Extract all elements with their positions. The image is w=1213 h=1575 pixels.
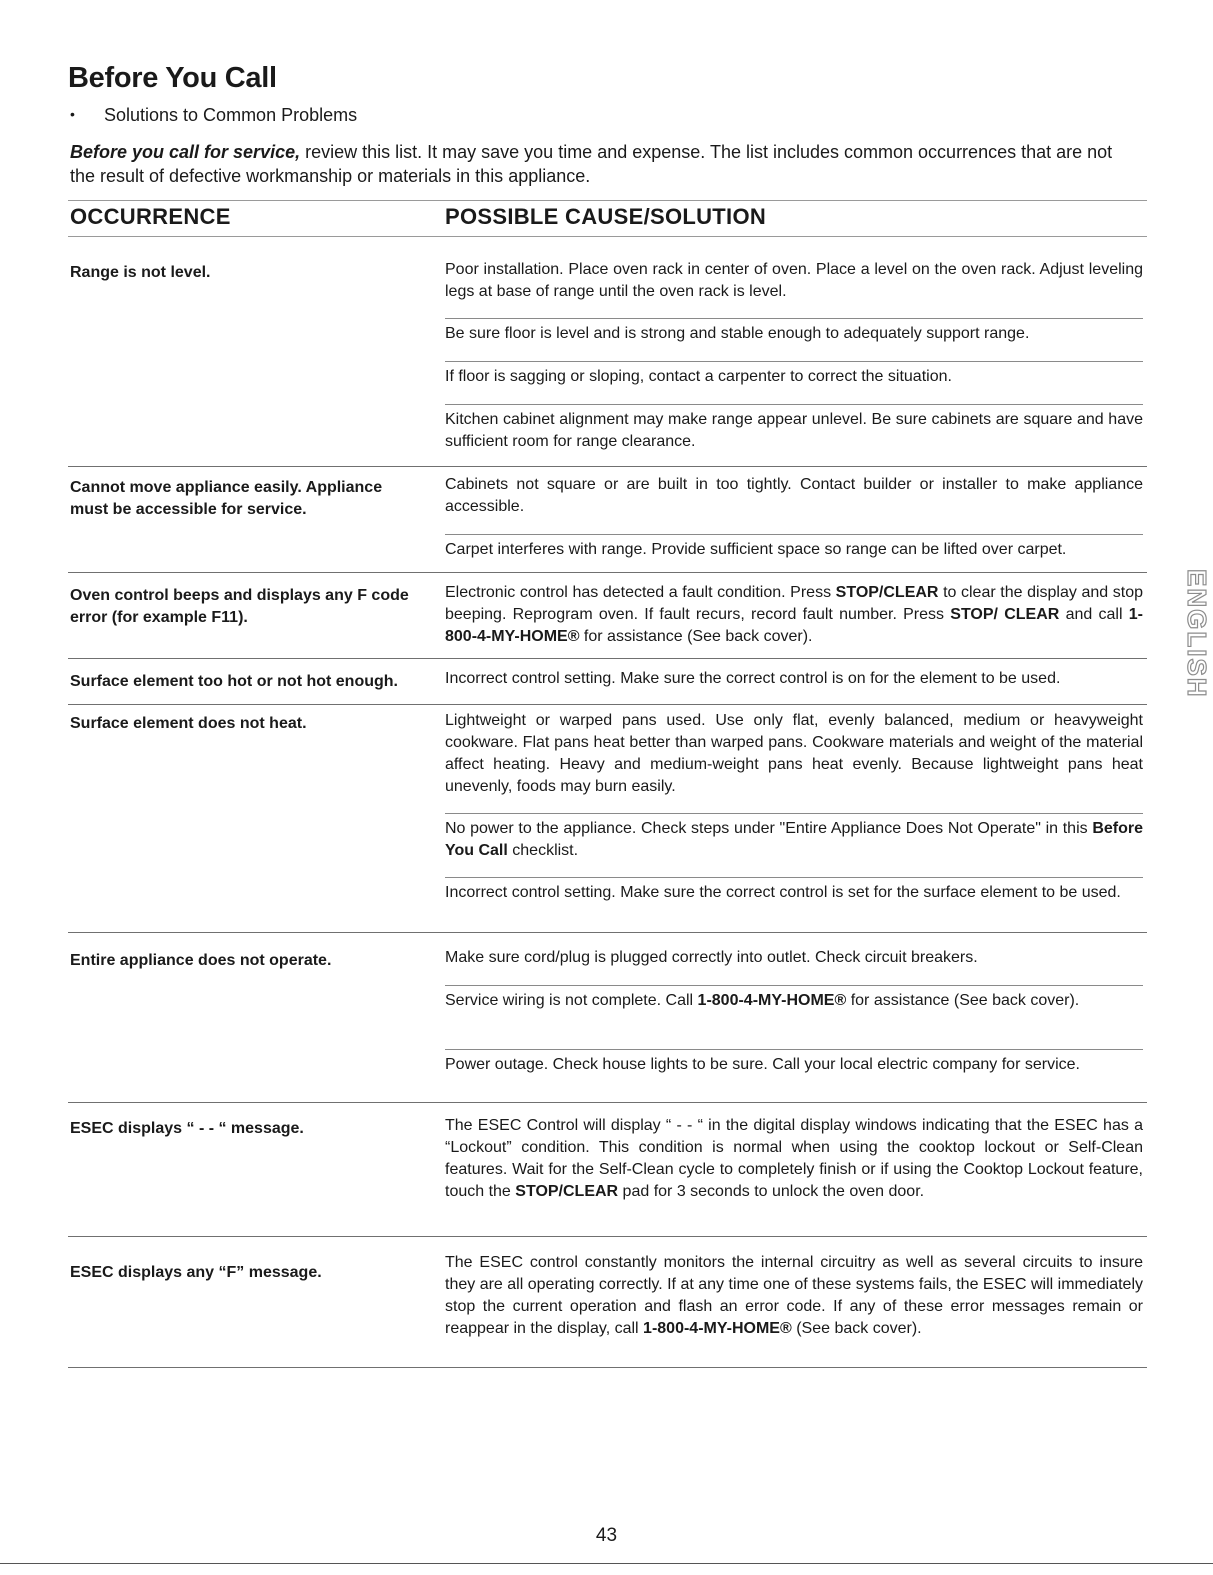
solution-segment: (See back cover). — [791, 1320, 922, 1337]
subtitle-text: Solutions to Common Problems — [104, 105, 358, 125]
solution-divider — [445, 877, 1143, 878]
page-title: Before You Call — [68, 62, 277, 94]
solution-text: Make sure cord/plug is plugged correctly into outlet. Check circuit breakers. — [445, 949, 978, 966]
stop-clear-key: STOP/ CLEAR — [950, 606, 1060, 623]
solution-segment: for assistance (See back cover). — [846, 992, 1080, 1009]
solution-divider — [445, 318, 1143, 319]
solution-text: Power outage. Check house lights to be sure. Call your local electric company for service. — [445, 1056, 1080, 1073]
column-header-solution: POSSIBLE CAUSE/SOLUTION — [445, 204, 767, 229]
solution-segment: pad for 3 seconds to unlock the oven door. — [618, 1183, 925, 1200]
solution-divider — [445, 1049, 1143, 1050]
solution-text: Cabinets not square or are built in too tightly. Contact builder or installer to make appliance accessible. — [445, 476, 1143, 515]
phone-number: 1-800-4-MY-HOME® — [643, 1320, 792, 1337]
occurrence-surface-temp: Surface element too hot or not hot enough. — [70, 673, 398, 690]
solution-text: Poor installation. Place oven rack in center of oven. Place a level on the oven rack. Adjust leveling legs at base of range until the oven rack is level. — [445, 261, 1143, 300]
solution-text: If floor is sagging or sloping, contact a carpenter to correct the situation. — [445, 368, 952, 385]
solution-text — [445, 582, 1143, 648]
occurrence-esec-f-message: ESEC displays any “F” message. — [70, 1264, 322, 1281]
solution-segment: and call — [1059, 606, 1129, 623]
solution-segment: for assistance (See back cover). — [579, 628, 813, 645]
solution-segment: The ESEC control constantly monitors the internal circuitry as well as several circuits to insure they are all operating correctly. If at any time one of these systems fails, the ESEC will immediately stop the current operation and flash an error code. If any of these error messages remain or reappear in the display, call — [445, 1254, 1143, 1337]
bullet-icon: • — [70, 106, 75, 122]
occurrence-appliance-not-operate: Entire appliance does not operate. — [70, 952, 332, 969]
row-divider — [68, 1367, 1147, 1368]
solution-text — [445, 818, 1143, 862]
footer-rule — [0, 1563, 1213, 1564]
phone-number: 1-800-4-MY-HOME® — [697, 992, 847, 1009]
solution-text: Kitchen cabinet alignment may make range appear unlevel. Be sure cabinets are square and have sufficient room for range clearance. — [445, 411, 1143, 450]
row-divider — [68, 932, 1147, 933]
solution-text — [445, 990, 1143, 1012]
row-divider — [68, 572, 1147, 573]
stop-clear-key: STOP/CLEAR — [835, 584, 939, 601]
row-divider — [68, 1236, 1147, 1237]
solution-text: Lightweight or warped pans used. Use only flat, evenly balanced, medium or heavyweight cookware. Flat pans heat better than warped pans. Cookware materials and weight of the material affect heating. Heavy and medium-weight pans heat evenly. Because lightweight pans heat unevenly, foods may burn easily. — [445, 712, 1143, 795]
solution-segment: The ESEC Control will display “ - - “ in the digital display windows indicating that the ESEC has a “Lockout” condition. This condition is normal when using the cooktop lockout or Self-Clean features. Wait for the Self-Clean cycle to completely finish or if using the Cooktop Lockout feature, touch the — [445, 1117, 1143, 1200]
occurrence-esec-dashes: ESEC displays “ - - “ message. — [70, 1120, 304, 1137]
row-divider — [68, 704, 1147, 705]
page-subtitle — [70, 105, 357, 126]
solution-text — [445, 1115, 1143, 1203]
row-divider — [68, 466, 1147, 467]
occurrence-f-code-error: Oven control beeps and displays any F code error (for example F11). — [70, 587, 409, 626]
occurrence-range-not-level: Range is not level. — [70, 264, 211, 281]
solution-divider — [445, 404, 1143, 405]
solution-text — [445, 1252, 1143, 1340]
solution-segment: to clear the display and stop beeping. Reprogram oven. If fault recurs, record fault number. Press — [445, 584, 1143, 623]
occurrence-cannot-move: Cannot move appliance easily. Appliance must be accessible for service. — [70, 479, 383, 518]
header-rule-bottom — [68, 236, 1147, 237]
stop-clear-key: STOP/CLEAR — [515, 1183, 619, 1200]
solution-segment: checklist. — [507, 842, 579, 859]
solution-text: Incorrect control setting. Make sure the correct control is on for the element to be used. — [445, 670, 1061, 687]
language-tab-label: ENGLISH — [1182, 569, 1212, 699]
solution-segment: Electronic control has detected a fault condition. Press — [445, 584, 836, 601]
header-rule-top — [68, 200, 1147, 201]
intro-text: review this list. It may save you time and expense. The list includes common occurrences that are not the result of defective workmanship or materials in this appliance. — [70, 142, 1113, 186]
solution-segment: Service wiring is not complete. Call — [445, 992, 698, 1009]
row-divider — [68, 658, 1147, 659]
solution-text: Be sure floor is level and is strong and stable enough to adequately support range. — [445, 325, 1030, 342]
row-divider — [68, 1102, 1147, 1103]
solution-divider — [445, 361, 1143, 362]
before-you-call-ref: Before You Call — [445, 820, 1143, 859]
column-header-occurrence: OCCURRENCE — [70, 204, 231, 229]
page-number: 43 — [595, 1525, 618, 1546]
language-tab — [1155, 565, 1212, 715]
occurrence-surface-no-heat: Surface element does not heat. — [70, 715, 307, 732]
intro-paragraph — [70, 140, 1130, 188]
solution-text: Carpet interferes with range. Provide sufficient space so range can be lifted over carpet. — [445, 541, 1067, 558]
solution-divider — [445, 813, 1143, 814]
solution-divider — [445, 534, 1143, 535]
solution-divider — [445, 985, 1143, 986]
solution-text: Incorrect control setting. Make sure the correct control is set for the surface element to be used. — [445, 884, 1121, 901]
phone-number: 1-800-4-MY-HOME® — [445, 606, 1143, 645]
intro-lead: Before you call for service, — [70, 142, 301, 162]
solution-segment: No power to the appliance. Check steps under "Entire Appliance Does Not Operate" in this — [445, 820, 1093, 837]
